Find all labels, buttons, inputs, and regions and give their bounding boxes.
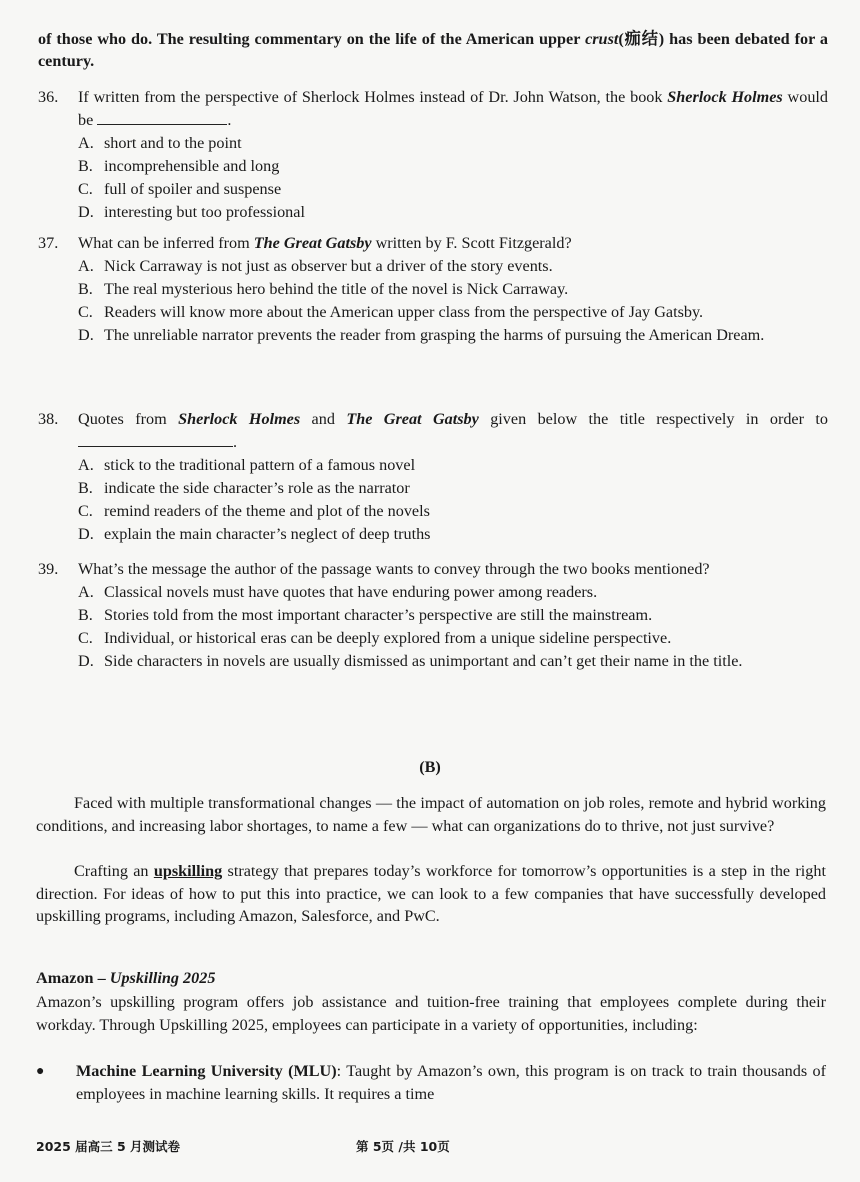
option-text: The real mysterious hero behind the title of the novel is Nick Carraway. <box>104 280 569 298</box>
subheading-company: Amazon – <box>36 969 110 987</box>
answer-blank <box>97 110 227 125</box>
bullet-body: : Taught by Amazon’s own, this program is on track to train thousands of employees in machine learning skills. It requires a time <box>76 1062 826 1103</box>
intro-crust-word: crust <box>585 30 619 48</box>
option-text: Side characters in novels are usually dismissed as unimportant and can’t get their name in the title. <box>104 652 743 670</box>
question-37 <box>38 232 828 347</box>
question-36 <box>38 86 828 224</box>
intro-paragraph <box>38 28 828 72</box>
stem-text: given below the title respectively in order to <box>478 410 828 428</box>
option-text: explain the main character’s neglect of deep truths <box>104 525 431 543</box>
option-text: Stories told from the most important character’s perspective are still the mainstream. <box>104 606 653 624</box>
option-a <box>78 255 828 278</box>
option-label: B. <box>78 606 93 624</box>
option-b <box>78 604 828 627</box>
bullet-title: Machine Learning University (MLU) <box>76 1062 337 1080</box>
bullet-text <box>76 1060 826 1105</box>
question-number: 36. <box>38 88 59 106</box>
amazon-paragraph: Amazon’s upskilling program offers job assistance and tuition-free training that employees complete during their workday. Through Upskilling 2025, employees can participate in a variety of opportunities, including: <box>36 993 826 1034</box>
option-d <box>78 523 828 546</box>
question-stem <box>78 86 828 132</box>
stem-text: What can be inferred from <box>78 234 254 252</box>
book-title: The Great Gatsby <box>253 234 372 252</box>
option-label: B. <box>78 479 93 497</box>
book-title: Sherlock Holmes <box>667 88 783 106</box>
stem-text: written by F. Scott Fitzgerald? <box>371 234 572 252</box>
option-text: remind readers of the theme and plot of the novels <box>104 502 430 520</box>
option-d <box>78 324 828 347</box>
option-label: C. <box>78 303 93 321</box>
question-38 <box>38 408 828 546</box>
subheading-program: Upskilling 2025 <box>109 969 216 987</box>
paragraph-text: strategy that prepares today’s workforce for tomorrow’s opportunities is a step in the right direction. For ideas of how to put this into practice, we can look to a few companies that have successfully developed upskilling programs, including Amazon, Salesforce, and PwC. <box>36 862 826 925</box>
option-c <box>78 627 828 650</box>
option-label: D. <box>78 203 94 221</box>
option-b <box>78 155 828 178</box>
option-text: The unreliable narrator prevents the reader from grasping the harms of pursuing the American Dream. <box>104 326 765 344</box>
section-heading: (B) <box>419 758 441 776</box>
option-label: A. <box>78 583 94 601</box>
option-label: B. <box>78 280 93 298</box>
option-label: C. <box>78 629 93 647</box>
option-text: Classical novels must have quotes that have enduring power among readers. <box>104 583 598 601</box>
option-a <box>78 581 828 604</box>
option-label: A. <box>78 134 94 152</box>
option-text: incomprehensible and long <box>104 157 280 175</box>
question-number: 37. <box>38 234 59 252</box>
stem-text: would be <box>78 88 829 129</box>
option-b <box>78 477 828 500</box>
amazon-subheading <box>36 969 215 988</box>
option-text: short and to the point <box>104 134 242 152</box>
option-text: indicate the side character’s role as the narrator <box>104 479 410 497</box>
intro-text-end: has been debated for a century. <box>38 30 828 70</box>
option-label: C. <box>78 180 93 198</box>
question-number: 38. <box>38 410 59 428</box>
paragraph-text: Faced with multiple transformational changes — the impact of automation on job roles, remote and hybrid working conditions, and increasing labor shortages, to name a few — what can organizations do to thrive, not just survive? <box>36 794 826 835</box>
stem-text: Quotes from <box>78 410 179 428</box>
question-stem <box>78 408 828 454</box>
stem-text: . <box>233 433 238 451</box>
option-c <box>78 500 828 523</box>
option-label: A. <box>78 456 94 474</box>
option-label: B. <box>78 157 93 175</box>
paragraph-text: Crafting an <box>74 862 154 880</box>
stem-text: and <box>300 410 347 428</box>
passage-paragraph-2 <box>36 860 826 928</box>
option-a <box>78 454 828 477</box>
option-a <box>78 132 828 155</box>
option-d <box>78 201 828 224</box>
option-label: D. <box>78 326 94 344</box>
question-number: 39. <box>38 560 59 578</box>
footer-exam-label: 2025 届高三 5 月测试卷 <box>36 1139 181 1154</box>
option-c <box>78 178 828 201</box>
book-title: The Great Gatsby <box>346 410 479 428</box>
option-label: C. <box>78 502 93 520</box>
option-c <box>78 301 828 324</box>
option-text: full of spoiler and suspense <box>104 180 282 198</box>
option-text: Nick Carraway is not just as observer but a driver of the story events. <box>104 257 553 275</box>
question-stem: What’s the message the author of the passage wants to convey through the two books mentioned? <box>78 560 710 578</box>
footer-page-number: 第 5页 /共 10页 <box>356 1139 450 1154</box>
stem-text: If written from the perspective of Sherlock Holmes instead of Dr. John Watson, the book <box>78 88 668 106</box>
intro-crust-note: (痂结) <box>618 30 665 48</box>
bullet-item <box>36 1060 826 1105</box>
answer-blank <box>78 432 233 447</box>
book-title: Sherlock Holmes <box>178 410 301 428</box>
option-label: D. <box>78 525 94 543</box>
option-text: interesting but too professional <box>104 203 305 221</box>
option-text: Readers will know more about the American upper class from the perspective of Jay Gatsby. <box>104 303 704 321</box>
option-text: stick to the traditional pattern of a famous novel <box>104 456 416 474</box>
option-label: D. <box>78 652 94 670</box>
intro-text-start: of those who do. The resulting commentary on the life of the American upper <box>38 30 586 48</box>
option-text: Individual, or historical eras can be deeply explored from a unique sideline perspective. <box>104 629 672 647</box>
bullet-dot-icon: ● <box>36 1064 45 1079</box>
option-d <box>78 650 828 673</box>
underlined-keyword: upskilling <box>153 862 223 880</box>
option-label: A. <box>78 257 94 275</box>
question-stem <box>78 232 828 255</box>
question-39 <box>38 558 828 673</box>
passage-paragraph-1 <box>36 792 826 837</box>
option-b <box>78 278 828 301</box>
stem-text: . <box>227 111 232 129</box>
